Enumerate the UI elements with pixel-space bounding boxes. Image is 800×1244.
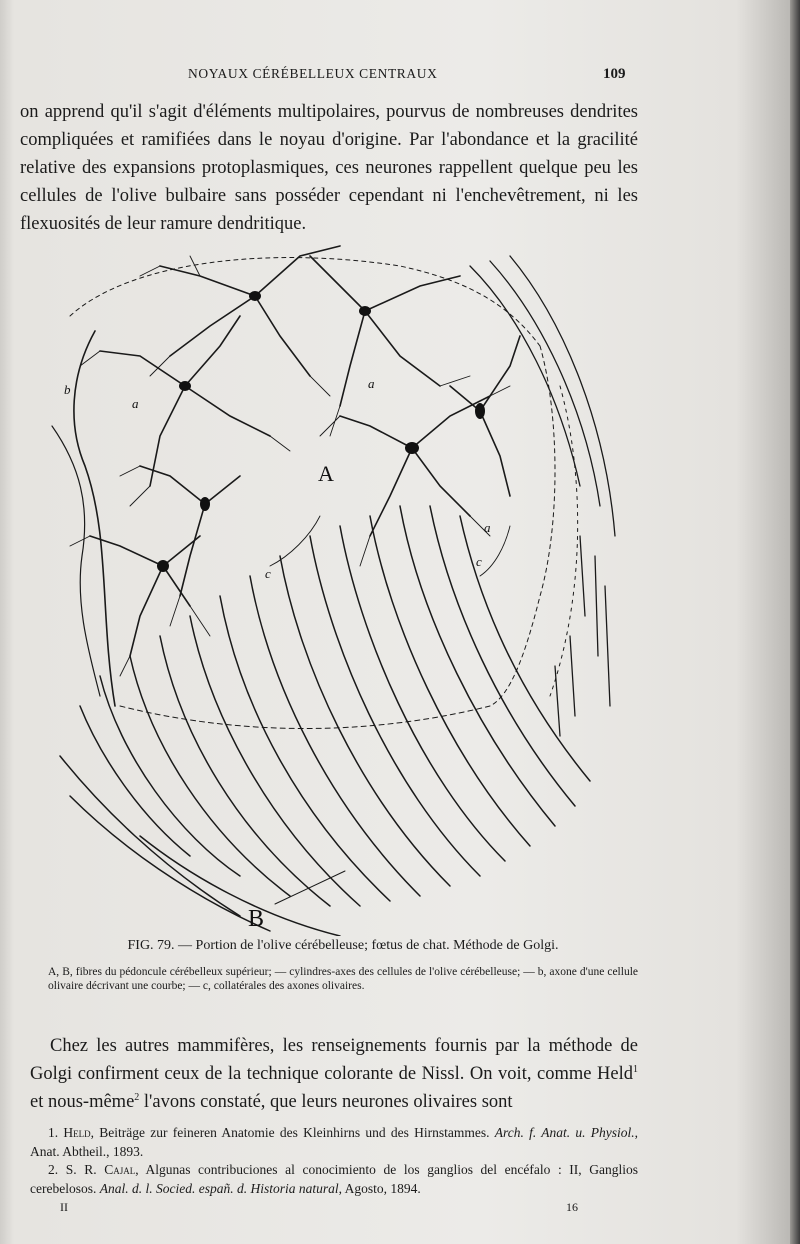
footnote-1-number: 1. (48, 1125, 59, 1140)
label-b: b (64, 382, 71, 397)
olive-outline-right (490, 346, 555, 706)
label-c1: c (265, 566, 271, 581)
footnote-1-author: Held (63, 1125, 91, 1140)
body-bottom-text-3: l'avons constaté, que leurs neurones olivaires sont (139, 1092, 513, 1112)
footnote-2-author: Cajal (104, 1162, 136, 1177)
label-a2: a (368, 376, 375, 391)
running-header (0, 66, 800, 90)
fine-branches (70, 256, 510, 676)
b-pointer (275, 871, 345, 904)
olive-outline-bottom (120, 706, 490, 729)
label-c2: c (476, 554, 482, 569)
label-A: A (318, 461, 334, 486)
page-number: 109 (603, 66, 626, 82)
footnote-2 (30, 1161, 638, 1198)
label-B: B (248, 906, 265, 932)
book-spine-shadow (790, 0, 800, 1244)
body-bottom-text-2: et nous-même (30, 1092, 135, 1112)
figure-legend: A, B, fibres du pédoncule cérébelleux supérieur; — cylindres-axes des cellules de l'olive cérébelleuse; — b, axone d'une cellule olivaire décrivant une courbe; — c, collatérales des axones olivaires. (48, 966, 638, 992)
footnote-2-number: 2. (48, 1162, 59, 1177)
footnote-2-title: , Algunas contribuciones al conocimiento de los ganglios del encéfalo : II, Ganglios cerebelosos. (30, 1162, 639, 1196)
body-bottom-text-1: Chez les autres mammifères, les renseignements fournis par la méthode de Golgi confirment ceux de la technique colorante de Nissl. On voit, comme Held (30, 1036, 638, 1084)
fibers-B (60, 506, 590, 936)
running-title: NOYAUX CÉRÉBELLEUX CENTRAUX (188, 66, 438, 81)
footnote-ref-1: 1 (633, 1063, 638, 1075)
body-paragraph-bottom (30, 1032, 638, 1116)
footnote-2-journal: Anal. d. l. Socied. españ. d. Historia natural (99, 1180, 339, 1196)
body-paragraph-top: on apprend qu'il s'agit d'éléments multipolaires, pourvus de nombreuses dendrites compliquées et ramifiées dans le noyau d'origine. Par l'abondance et la gracilité relative des expansions protoplasmiques, ces neurones rappellent quelque peu les cellules de l'olive bulbaire sans posséder cependant ni l'enchevêtrement, ni les flexuosités de leur ramure dendritique. (20, 102, 638, 234)
left-border (52, 426, 100, 696)
footnote-1-title: , Beiträge zur feineren Anatomie des Kleinhirns und des Hirnstammes. (90, 1125, 490, 1140)
axon-b (74, 331, 115, 706)
label-a1: a (132, 396, 139, 411)
footnote-1-journal: Arch. f. Anat. u. Physiol. (494, 1125, 635, 1140)
dendrites (90, 246, 520, 656)
figure-79 (40, 236, 620, 936)
right-fibers (470, 256, 615, 736)
signature-left: II (60, 1200, 68, 1214)
figure-caption: FIG. 79. — Portion de l'olive cérébelleuse; fœtus de chat. Méthode de Golgi. (127, 938, 559, 953)
footnote-ref-2: 2 (134, 1091, 140, 1103)
footnote-2-initials: S. R. (65, 1162, 97, 1177)
golgi-neuron-illustration (40, 236, 620, 936)
signature-right: 16 (566, 1200, 578, 1214)
footnotes (30, 1124, 638, 1198)
label-a3: a (484, 520, 491, 535)
footnote-1 (30, 1124, 638, 1161)
footnote-1-details: , Anat. Abtheil., 1893. (30, 1125, 638, 1159)
olive-outline-upper (70, 258, 540, 346)
footnote-2-details: , Agosto, 1894. (338, 1180, 421, 1196)
collateral-c1 (270, 516, 320, 566)
printer-signature (0, 1200, 800, 1218)
